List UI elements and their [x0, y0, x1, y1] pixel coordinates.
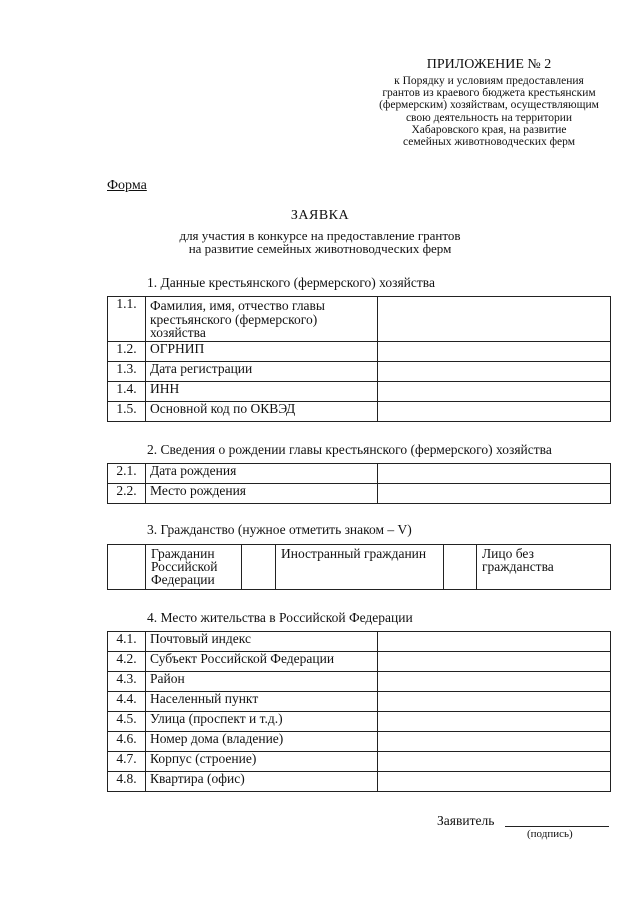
row-value-field[interactable]: [378, 402, 611, 422]
document-subtitle: [0, 229, 640, 255]
row-value-field[interactable]: [378, 752, 611, 772]
appendix-line: свою деятельность на территории: [405, 111, 573, 124]
row-value-field[interactable]: [378, 672, 611, 692]
row-number: 1.3.: [108, 362, 146, 382]
appendix-title: ПРИЛОЖЕНИЕ № 2: [426, 57, 552, 72]
row-number: 4.3.: [108, 672, 146, 692]
row-value-field[interactable]: [378, 484, 611, 504]
table-row: [108, 297, 611, 342]
row-label: ОГРНИП: [146, 342, 378, 362]
row-number: 4.6.: [108, 732, 146, 752]
row-label: Улица (проспект и т.д.): [146, 712, 378, 732]
row-number: 4.7.: [108, 752, 146, 772]
row-label: Основной код по ОКВЭД: [146, 402, 378, 422]
row-number: 1.5.: [108, 402, 146, 422]
table-row: [108, 632, 611, 652]
row-label: Район: [146, 672, 378, 692]
subtitle-line: на развитие семейных животноводческих ферм: [188, 241, 452, 256]
appendix-block: [370, 57, 608, 148]
table-row: [108, 545, 611, 590]
row-label: Место рождения: [146, 484, 378, 504]
applicant-label: Заявитель: [437, 813, 495, 828]
row-value-field[interactable]: [378, 692, 611, 712]
table-row: [108, 464, 611, 484]
table-row: [108, 712, 611, 732]
document-title: ЗАЯВКА: [290, 208, 350, 223]
citizenship-option-label: Иностранный гражданин: [276, 545, 444, 590]
row-label: Квартира (офис): [146, 772, 378, 792]
table-row: [108, 342, 611, 362]
row-value-field[interactable]: [378, 632, 611, 652]
row-number: 4.5.: [108, 712, 146, 732]
row-number: 4.2.: [108, 652, 146, 672]
row-number: 2.1.: [108, 464, 146, 484]
row-number: 4.8.: [108, 772, 146, 792]
row-number: 1.1.: [108, 297, 146, 342]
row-number: 4.4.: [108, 692, 146, 712]
row-label: ИНН: [146, 382, 378, 402]
row-value-field[interactable]: [378, 652, 611, 672]
table-row: [108, 692, 611, 712]
row-value-field[interactable]: [378, 342, 611, 362]
appendix-line: грантов из краевого бюджета крестьянским: [382, 87, 596, 100]
birth-data-table: [107, 463, 611, 504]
citizenship-checkbox[interactable]: [108, 545, 146, 590]
citizenship-checkbox[interactable]: [242, 545, 276, 590]
section-2-heading: 2. Сведения о рождении главы крестьянского (фермерского) хозяйства: [147, 442, 552, 457]
form-label: Форма: [107, 178, 147, 193]
appendix-line: Хабаровского края, на развитие: [411, 123, 567, 136]
section-3-heading: 3. Гражданство (нужное отметить знаком – V): [147, 522, 412, 537]
table-row: [108, 382, 611, 402]
row-value-field[interactable]: [378, 362, 611, 382]
row-label: Населенный пункт: [146, 692, 378, 712]
section-4-heading: 4. Место жительства в Российской Федерации: [147, 610, 413, 625]
citizenship-option-label: Лицо без гражданства: [477, 545, 611, 590]
row-label: Дата регистрации: [146, 362, 378, 382]
row-label: Почтовый индекс: [146, 632, 378, 652]
section-1-heading: 1. Данные крестьянского (фермерского) хозяйства: [147, 275, 435, 290]
signature-line[interactable]: [505, 826, 609, 827]
signature-caption: (подпись): [527, 828, 573, 840]
appendix-line: к Порядку и условиям предоставления: [394, 75, 584, 87]
subtitle-line: для участия в конкурсе на предоставление грантов: [179, 228, 461, 243]
residence-table: [107, 631, 611, 792]
row-label: Номер дома (владение): [146, 732, 378, 752]
citizenship-option-label: Гражданин Российской Федерации: [146, 545, 242, 590]
row-number: 2.2.: [108, 484, 146, 504]
row-number: 1.4.: [108, 382, 146, 402]
table-row: [108, 772, 611, 792]
row-value-field[interactable]: [378, 297, 611, 342]
table-row: [108, 732, 611, 752]
row-number: 4.1.: [108, 632, 146, 652]
row-value-field[interactable]: [378, 382, 611, 402]
row-value-field[interactable]: [378, 712, 611, 732]
table-row: [108, 752, 611, 772]
row-label: Субъект Российской Федерации: [146, 652, 378, 672]
row-number: 1.2.: [108, 342, 146, 362]
table-row: [108, 362, 611, 382]
row-value-field[interactable]: [378, 464, 611, 484]
row-value-field[interactable]: [378, 732, 611, 752]
row-label: Корпус (строение): [146, 752, 378, 772]
row-label: Дата рождения: [146, 464, 378, 484]
appendix-line: семейных животноводческих ферм: [402, 136, 576, 149]
table-row: [108, 402, 611, 422]
row-label: Фамилия, имя, отчество главы крестьянского (фермерского) хозяйства: [146, 297, 378, 342]
table-row: [108, 672, 611, 692]
farm-data-table: [107, 296, 611, 422]
citizenship-table: [107, 544, 611, 590]
table-row: [108, 484, 611, 504]
row-value-field[interactable]: [378, 772, 611, 792]
appendix-line: (фермерским) хозяйствам, осуществляющим: [379, 99, 599, 112]
citizenship-checkbox[interactable]: [444, 545, 477, 590]
table-row: [108, 652, 611, 672]
